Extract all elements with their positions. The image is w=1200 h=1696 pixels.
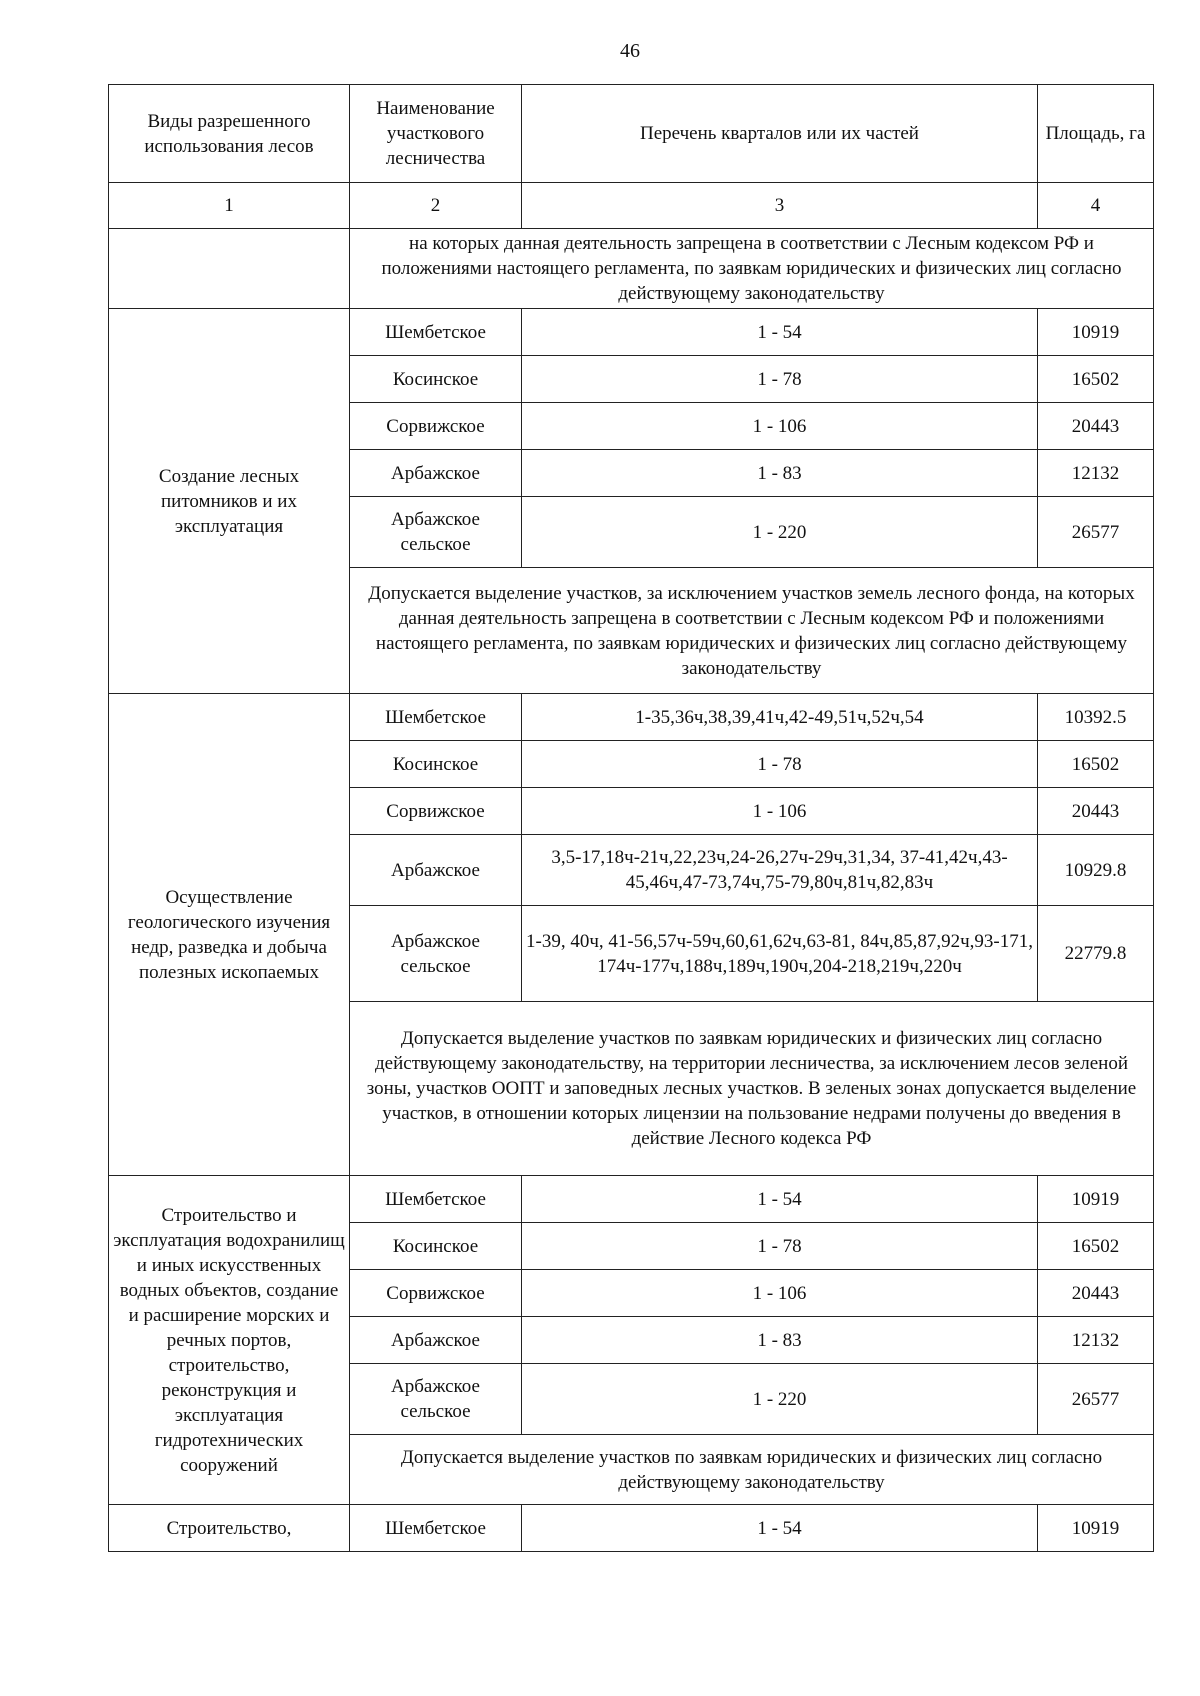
- header-forestry: Наименование участкового лесничества: [350, 85, 522, 183]
- forestry-cell: Сорвижское: [350, 1270, 522, 1317]
- section-note: Допускается выделение участков по заявкам юридических и физических лиц согласно действующему законодательству, на территории лесничества, за исключением лесов зеленой зоны, участков ООПТ и заповедных лесных участков. В зеленых зонах допускается выделение участков, в отношении которых лицензии на пользование недрами получены до введения в действие Лесного кодекса РФ: [350, 1002, 1154, 1176]
- forestry-cell: Арбажское: [350, 1317, 522, 1364]
- forestry-cell: Арбажское: [350, 450, 522, 497]
- area-cell: 20443: [1038, 403, 1154, 450]
- use-type-cell: Строительство и эксплуатация водохранилищ и иных искусственных водных объектов, создание и расширение морских и речных портов, строительство, реконструкция и эксплуатация гидротехнических сооружений: [109, 1176, 350, 1505]
- section-note: Допускается выделение участков по заявкам юридических и физических лиц согласно действующему законодательству: [350, 1435, 1154, 1505]
- area-cell: 10919: [1038, 1505, 1154, 1552]
- quarters-cell: 1 - 78: [522, 356, 1038, 403]
- forestry-cell: Шембетское: [350, 694, 522, 741]
- quarters-cell: 1 - 54: [522, 1176, 1038, 1223]
- quarters-cell: 1 - 106: [522, 788, 1038, 835]
- area-cell: 10919: [1038, 1176, 1154, 1223]
- page-number: 46: [620, 40, 640, 62]
- forest-use-table: [108, 84, 1154, 1552]
- quarters-cell: 1 - 106: [522, 403, 1038, 450]
- area-cell: 26577: [1038, 1364, 1154, 1435]
- table-row: [109, 229, 1154, 309]
- quarters-cell: 1 - 83: [522, 1317, 1038, 1364]
- header-area: Площадь, га: [1038, 85, 1154, 183]
- use-type-cell: Создание лесных питомников и их эксплуатация: [109, 309, 350, 694]
- quarters-cell: 1 - 54: [522, 309, 1038, 356]
- area-cell: 12132: [1038, 1317, 1154, 1364]
- forestry-cell: Косинское: [350, 1223, 522, 1270]
- area-cell: 12132: [1038, 450, 1154, 497]
- area-cell: 22779.8: [1038, 906, 1154, 1002]
- quarters-cell: 3,5-17,18ч-21ч,22,23ч,24-26,27ч-29ч,31,34, 37-41,42ч,43-45,46ч,47-73,74ч,75-79,80ч,81ч,82,83ч: [522, 835, 1038, 906]
- quarters-cell: 1 - 106: [522, 1270, 1038, 1317]
- table-row: [109, 1176, 1154, 1223]
- forestry-cell: Шембетское: [350, 1176, 522, 1223]
- header-quarters: Перечень кварталов или их частей: [522, 85, 1038, 183]
- forestry-cell: Косинское: [350, 356, 522, 403]
- header-row: [109, 85, 1154, 183]
- forestry-cell: Сорвижское: [350, 788, 522, 835]
- column-number-row: [109, 183, 1154, 229]
- quarters-cell: 1 - 54: [522, 1505, 1038, 1552]
- use-type-cell: Осуществление геологического изучения недр, разведка и добыча полезных ископаемых: [109, 694, 350, 1176]
- column-number: 3: [522, 183, 1038, 229]
- table-row: [109, 1505, 1154, 1552]
- area-cell: 16502: [1038, 356, 1154, 403]
- area-cell: 16502: [1038, 741, 1154, 788]
- area-cell: 10919: [1038, 309, 1154, 356]
- column-number: 1: [109, 183, 350, 229]
- empty-cell: [109, 229, 350, 309]
- section-note: Допускается выделение участков, за исключением участков земель лесного фонда, на которых данная деятельность запрещена в соответствии с Лесным кодексом РФ и положениями настоящего регламента, по заявкам юридических и физических лиц согласно действующему законодательству: [350, 568, 1154, 694]
- forestry-cell: Косинское: [350, 741, 522, 788]
- column-number: 2: [350, 183, 522, 229]
- quarters-cell: 1 - 78: [522, 1223, 1038, 1270]
- quarters-cell: 1 - 78: [522, 741, 1038, 788]
- forestry-cell: Арбажское сельское: [350, 1364, 522, 1435]
- forestry-cell: Шембетское: [350, 1505, 522, 1552]
- forestry-cell: Шембетское: [350, 309, 522, 356]
- quarters-cell: 1-35,36ч,38,39,41ч,42-49,51ч,52ч,54: [522, 694, 1038, 741]
- quarters-cell: 1 - 220: [522, 1364, 1038, 1435]
- forestry-cell: Арбажское сельское: [350, 906, 522, 1002]
- area-cell: 26577: [1038, 497, 1154, 568]
- forestry-cell: Сорвижское: [350, 403, 522, 450]
- quarters-cell: 1 - 220: [522, 497, 1038, 568]
- area-cell: 20443: [1038, 1270, 1154, 1317]
- forestry-cell: Арбажское: [350, 835, 522, 906]
- table-row: [109, 309, 1154, 356]
- continued-note: на которых данная деятельность запрещена в соответствии с Лесным кодексом РФ и положениями настоящего регламента, по заявкам юридических и физических лиц согласно действующему законодательству: [350, 229, 1154, 309]
- area-cell: 16502: [1038, 1223, 1154, 1270]
- quarters-cell: 1 - 83: [522, 450, 1038, 497]
- forestry-cell: Арбажское сельское: [350, 497, 522, 568]
- area-cell: 10929.8: [1038, 835, 1154, 906]
- area-cell: 20443: [1038, 788, 1154, 835]
- header-use-type: Виды разрешенного использования лесов: [109, 85, 350, 183]
- quarters-cell: 1-39, 40ч, 41-56,57ч-59ч,60,61,62ч,63-81, 84ч,85,87,92ч,93-171, 174ч-177ч,188ч,189ч,190ч,204-218,219ч,220ч: [522, 906, 1038, 1002]
- area-cell: 10392.5: [1038, 694, 1154, 741]
- use-type-cell: Строительство,: [109, 1505, 350, 1552]
- column-number: 4: [1038, 183, 1154, 229]
- table-row: [109, 694, 1154, 741]
